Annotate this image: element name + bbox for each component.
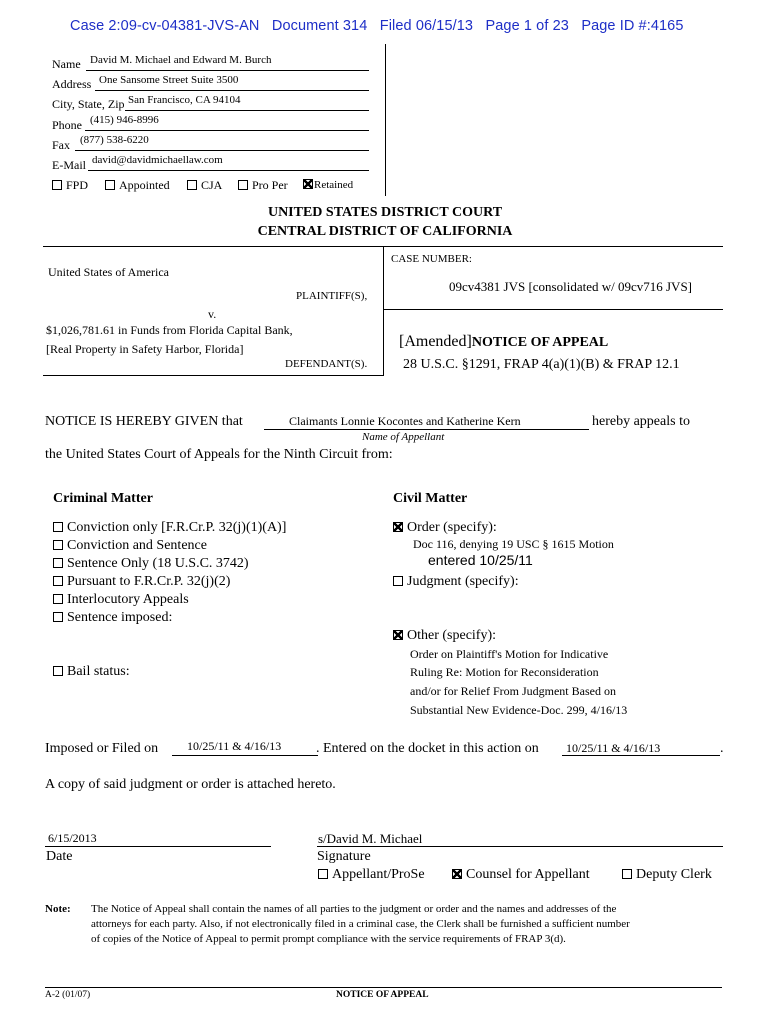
appellant-caption: Name of Appellant <box>362 431 445 443</box>
note-line1: The Notice of Appeal shall contain the names of all parties to the judgment or order and the names and addresses of the <box>91 903 617 915</box>
versus: v. <box>208 307 217 321</box>
email-label: E-Mail <box>52 158 86 172</box>
criminal-option-conviction-sentence[interactable]: Conviction and Sentence <box>53 538 207 554</box>
civil-heading: Civil Matter <box>393 491 468 506</box>
address-underline <box>95 90 369 91</box>
footer-rule <box>45 987 722 988</box>
role-counsel-for-appellant[interactable]: Counsel for Appellant <box>452 867 590 883</box>
checkbox-icon <box>53 540 63 550</box>
checkbox-icon <box>105 180 115 190</box>
attached-statement: A copy of said judgment or order is attached hereto. <box>45 777 336 792</box>
address-label: Address <box>52 77 92 91</box>
attorney-city: San Francisco, CA 94104 <box>128 94 241 106</box>
city-underline <box>125 110 369 111</box>
attorney-type-cja[interactable]: CJA <box>187 178 222 193</box>
amended-tag: [Amended] <box>399 333 472 350</box>
civil-order-entered: entered 10/25/11 <box>428 552 533 568</box>
civil-option-other[interactable]: Other (specify): <box>393 628 496 644</box>
checkbox-icon <box>393 576 403 586</box>
appellant-underline <box>264 429 589 430</box>
caption-mid-rule <box>383 309 723 310</box>
civil-order-detail: Doc 116, denying 19 USC § 1615 Motion <box>413 537 614 551</box>
header-document: Document 314 <box>271 18 368 34</box>
defendant-line1: $1,026,781.61 in Funds from Florida Capital Bank, <box>46 323 293 337</box>
statute-citation: 28 U.S.C. §1291, FRAP 4(a)(1)(B) & FRAP 12.1 <box>403 357 680 372</box>
checkbox-icon <box>53 594 63 604</box>
note-line2: attorneys for each party. Also, if not electronically filed in a criminal case, the Clerk shall be furnished a sufficient number <box>91 918 630 930</box>
header-filed: Filed 06/15/13 <box>379 18 474 34</box>
caption-bottom-rule <box>43 375 384 376</box>
civil-other-line3: and/or for Relief From Judgment Based on <box>410 684 616 698</box>
civil-other-line1: Order on Plaintiff's Motion for Indicative <box>410 647 609 661</box>
court-name-line1: UNITED STATES DISTRICT COURT <box>267 205 503 220</box>
checkbox-icon <box>53 666 63 676</box>
checkbox-icon <box>318 869 328 879</box>
criminal-option-conviction-only[interactable]: Conviction only [F.R.Cr.P. 32(j)(1)(A)] <box>53 520 286 536</box>
role-deputy-clerk[interactable]: Deputy Clerk <box>622 867 712 883</box>
checked-checkbox-icon <box>393 630 403 640</box>
fax-label: Fax <box>52 138 70 152</box>
attorney-name: David M. Michael and Edward M. Burch <box>90 54 272 66</box>
signature-label: Signature <box>317 849 371 864</box>
criminal-option-interlocutory[interactable]: Interlocutory Appeals <box>53 592 189 608</box>
defendant-line2: [Real Property in Safety Harbor, Florida] <box>46 342 244 356</box>
imposed-date: 10/25/11 & 4/16/13 <box>187 739 282 753</box>
notice-prefix: NOTICE IS HEREBY GIVEN that <box>45 414 243 429</box>
city-label: City, State, Zip <box>52 97 125 111</box>
checked-checkbox-icon <box>303 179 313 189</box>
plaintiff-name: United States of America <box>48 265 169 279</box>
criminal-option-sentence-only[interactable]: Sentence Only (18 U.S.C. 3742) <box>53 556 249 572</box>
attorney-type-retained[interactable]: Retained <box>303 179 353 191</box>
ecf-header <box>70 18 683 34</box>
note-label: Note: <box>45 903 71 915</box>
signature-underline <box>317 846 723 847</box>
civil-other-line4: Substantial New Evidence-Doc. 299, 4/16/13 <box>410 703 628 717</box>
form-id: A-2 (01/07) <box>45 990 91 1000</box>
phone-label: Phone <box>52 118 82 132</box>
date-underline <box>45 846 271 847</box>
name-underline <box>86 70 369 71</box>
header-page-id: Page ID #:4165 <box>581 18 684 34</box>
date-label: Date <box>46 849 73 864</box>
signature-value: s/David M. Michael <box>318 831 423 846</box>
imposed-label: Imposed or Filed on <box>45 741 159 756</box>
appellant-name: Claimants Lonnie Kocontes and Katherine Kern <box>289 414 521 428</box>
document-title <box>399 333 608 351</box>
note-line3: of copies of the Notice of Appeal to permit prompt compliance with the service requirements of FRAP 3(d). <box>91 933 566 945</box>
imposed-date-underline <box>172 755 318 756</box>
footer-title: NOTICE OF APPEAL <box>336 990 429 1000</box>
checkbox-icon <box>187 180 197 190</box>
criminal-heading: Criminal Matter <box>53 491 153 506</box>
criminal-option-bail-status[interactable]: Bail status: <box>53 664 130 680</box>
checkbox-icon <box>53 558 63 568</box>
role-appellant-prose[interactable]: Appellant/ProSe <box>318 867 425 883</box>
checkbox-icon <box>52 180 62 190</box>
header-page: Page 1 of 23 <box>485 18 569 34</box>
name-label: Name <box>52 57 81 71</box>
checkbox-icon <box>53 612 63 622</box>
notice-suffix: hereby appeals to <box>592 414 690 429</box>
entered-period: . <box>720 741 724 756</box>
criminal-option-sentence-imposed[interactable]: Sentence imposed: <box>53 610 172 626</box>
checkbox-icon <box>238 180 248 190</box>
checkbox-icon <box>53 576 63 586</box>
checkbox-icon <box>53 522 63 532</box>
attorney-fax: (877) 538-6220 <box>80 134 149 146</box>
checked-checkbox-icon <box>393 522 403 532</box>
plaintiff-role: PLAINTIFF(S), <box>296 290 368 302</box>
entered-date: 10/25/11 & 4/16/13 <box>566 741 661 755</box>
notice-of-appeal-title: NOTICE OF APPEAL <box>471 335 609 350</box>
case-number: 09cv4381 JVS [consolidated w/ 09cv716 JVS] <box>449 279 693 294</box>
criminal-option-pursuant[interactable]: Pursuant to F.R.Cr.P. 32(j)(2) <box>53 574 230 590</box>
attorney-address: One Sansome Street Suite 3500 <box>99 74 239 86</box>
attorney-type-fpd[interactable]: FPD <box>52 178 88 193</box>
phone-underline <box>85 130 369 131</box>
defendant-role: DEFENDANT(S). <box>285 358 368 370</box>
court-name-line2: CENTRAL DISTRICT OF CALIFORNIA <box>257 224 513 239</box>
entered-label: . Entered on the docket in this action on <box>316 741 539 756</box>
date-value: 6/15/2013 <box>48 831 97 845</box>
attorney-block-divider <box>385 44 386 196</box>
civil-other-line2: Ruling Re: Motion for Reconsideration <box>410 665 599 679</box>
civil-option-judgment[interactable]: Judgment (specify): <box>393 574 519 590</box>
attorney-type-appointed[interactable]: Appointed <box>105 178 170 193</box>
caption-divider <box>383 246 384 376</box>
email-underline <box>88 170 369 171</box>
case-number-label: CASE NUMBER: <box>391 253 472 265</box>
civil-option-order[interactable]: Order (specify): <box>393 520 497 536</box>
checked-checkbox-icon <box>452 869 462 879</box>
notice-line2: the United States Court of Appeals for the Ninth Circuit from: <box>45 447 393 462</box>
attorney-phone: (415) 946-8996 <box>90 114 159 126</box>
fax-underline <box>75 150 369 151</box>
header-case: Case 2:09-cv-04381-JVS-AN <box>70 18 260 34</box>
checkbox-icon <box>622 869 632 879</box>
attorney-type-pro-per[interactable]: Pro Per <box>238 178 288 193</box>
attorney-email: david@davidmichaellaw.com <box>92 154 223 166</box>
